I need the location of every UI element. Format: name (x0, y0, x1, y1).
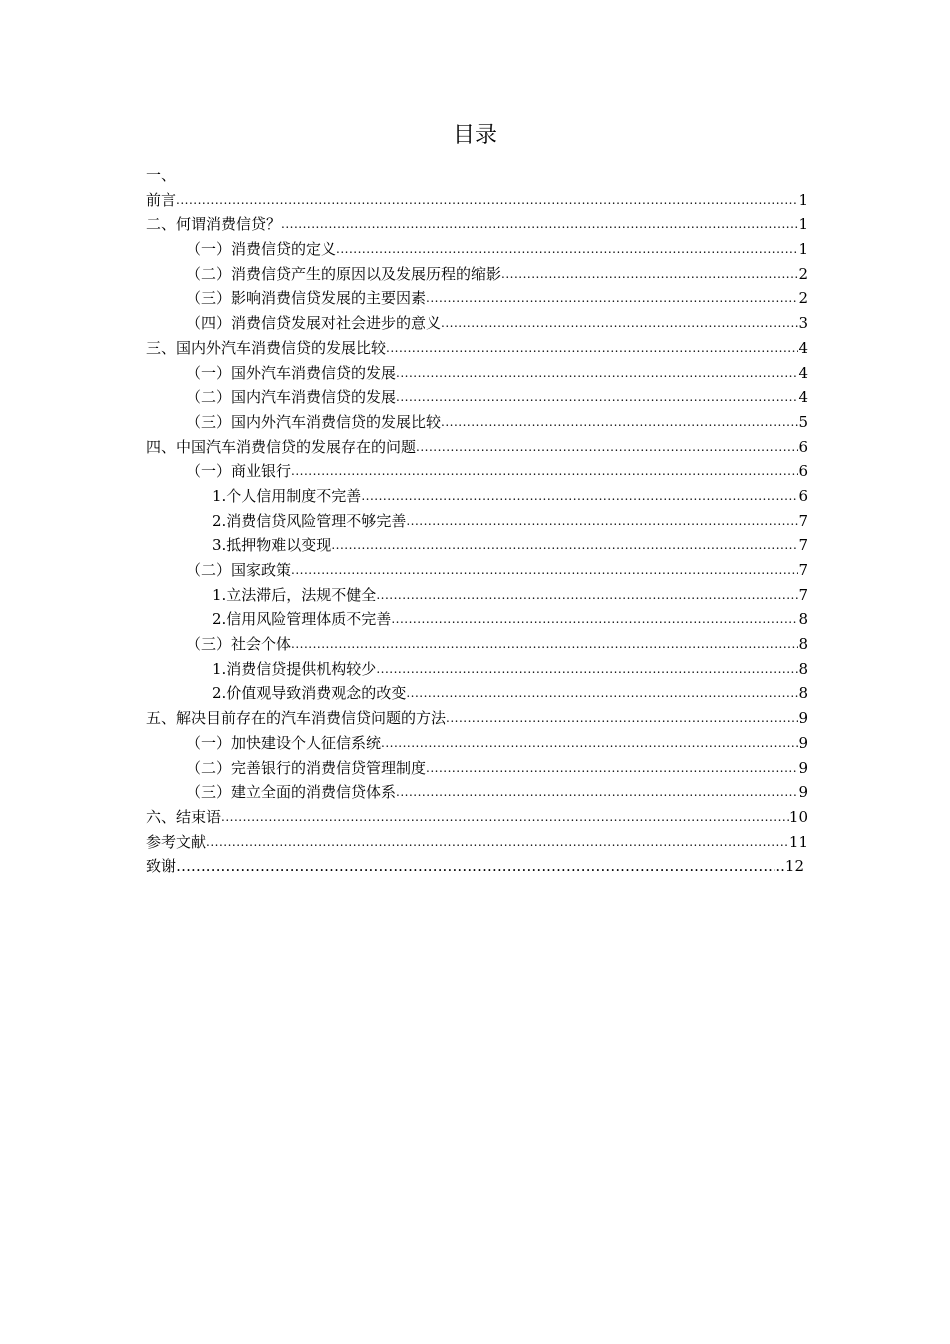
toc-dot-leader (426, 289, 798, 307)
toc-entry-page: 8 (798, 610, 808, 629)
toc-entry[interactable] (146, 212, 808, 237)
toc-dot-leader (391, 610, 798, 628)
toc-entry[interactable] (146, 533, 808, 558)
toc-dot-leader (441, 314, 798, 332)
toc-dot-leader (176, 191, 798, 209)
toc-dot-leader (176, 854, 775, 878)
toc-dot-leader (441, 413, 798, 431)
toc-entry[interactable] (146, 607, 808, 632)
toc-entry[interactable] (146, 385, 808, 410)
toc-dot-leader (381, 734, 798, 752)
toc-entry-page: 1 (798, 190, 808, 209)
toc-entry-label: 2.信用风险管理体质不完善 (212, 610, 392, 629)
toc-dot-leader (221, 808, 789, 826)
toc-dot-leader (396, 364, 798, 382)
toc-entry-label: 前言 (146, 190, 177, 209)
toc-dot-leader (446, 709, 798, 727)
toc-entry-label: 致谢 (146, 857, 177, 876)
toc-entry-page: 5 (798, 412, 808, 431)
toc-entry-page: 4 (798, 363, 808, 382)
toc-entry[interactable] (146, 409, 808, 434)
toc-entry[interactable] (146, 434, 808, 459)
toc-entry-page: 8 (798, 659, 808, 678)
toc-entry[interactable] (146, 829, 808, 854)
toc-entry-label: （三）影响消费信贷发展的主要因素 (186, 289, 427, 308)
toc-entry[interactable] (146, 780, 808, 805)
toc-dot-leader (426, 759, 798, 777)
toc-entry-page: 9 (798, 783, 808, 802)
toc-dot-leader (331, 536, 798, 554)
toc-entry[interactable] (146, 681, 808, 706)
toc-entry[interactable] (146, 557, 808, 582)
toc-entry-label: 二、何谓消费信贷？ (146, 215, 282, 234)
toc-first-prefix: 一、 (146, 166, 177, 184)
toc-dot-leader (206, 833, 789, 851)
toc-entry-page: 6 (798, 437, 808, 456)
toc-dot-leader (396, 783, 798, 801)
toc-entry-label: （二）国内汽车消费信贷的发展 (186, 388, 397, 407)
toc-dot-leader (361, 487, 798, 505)
toc-entry[interactable] (146, 582, 808, 607)
toc-entry-label: 五、解决目前存在的汽车消费信贷问题的方法 (146, 709, 447, 728)
toc-entry-page: ..12 (775, 857, 804, 876)
toc-entry-label: 1.立法滞后，法规不健全 (212, 585, 377, 604)
toc-dot-leader (281, 215, 798, 233)
toc-entry-label: （三）国内外汽车消费信贷的发展比较 (186, 412, 442, 431)
toc-entry[interactable] (146, 804, 808, 829)
toc-entry-page: 3 (798, 314, 808, 333)
toc-entry[interactable] (146, 631, 808, 656)
toc-entry-label: （四）消费信贷发展对社会进步的意义 (186, 314, 442, 333)
toc-entry-page: 1 (798, 240, 808, 259)
toc-dot-leader (291, 635, 798, 653)
toc-entry-label: （一）加快建设个人征信系统 (186, 733, 382, 752)
toc-entry[interactable] (146, 730, 808, 755)
toc-entry-page: 7 (798, 561, 808, 579)
toc-entry[interactable] (146, 508, 808, 533)
toc-entry-page: 8 (798, 684, 808, 703)
toc-entry-page: 2 (798, 264, 808, 283)
toc-entry[interactable] (146, 335, 808, 360)
toc-entry-label: （二）国家政策 (186, 561, 292, 579)
toc-entry[interactable] (146, 656, 808, 681)
toc-entry[interactable] (146, 187, 808, 212)
toc-entry-page: 11 (788, 832, 808, 851)
toc-entry-page: 6 (798, 462, 808, 481)
toc-dot-leader (376, 660, 798, 678)
toc-dot-leader (406, 684, 798, 702)
toc-entry-label: 参考文献 (146, 832, 207, 851)
toc-entry[interactable] (146, 310, 808, 335)
toc-dot-leader (501, 265, 798, 283)
toc-dot-leader (376, 586, 798, 604)
toc-entry-label: 三、国内外汽车消费信贷的发展比较 (146, 338, 387, 357)
toc-entry-label: 四、中国汽车消费信贷的发展存在的问题 (146, 437, 417, 456)
toc-dot-leader (336, 240, 798, 258)
toc-entry-label: 1.消费信贷提供机构较少 (212, 659, 377, 678)
toc-entry-page: 8 (798, 635, 808, 654)
toc-entry-label: （三）建立全面的消费信贷体系 (186, 783, 397, 802)
toc-entry-page: 4 (798, 338, 808, 357)
toc-entry-label: 1.个人信用制度不完善 (212, 486, 362, 505)
toc-dot-leader (291, 462, 798, 480)
toc-entry-label: 3.抵押物难以变现 (212, 536, 332, 555)
toc-entry-label: （二）消费信贷产生的原因以及发展历程的缩影 (186, 264, 502, 283)
toc-entry[interactable] (146, 483, 808, 508)
toc-entry-label: （一）商业银行 (186, 462, 292, 481)
toc-entry-page: 2 (798, 289, 808, 308)
toc-entry-page: 7 (798, 511, 808, 530)
toc-entry-page: 9 (798, 733, 808, 752)
toc-entry[interactable] (146, 286, 808, 311)
toc-dot-leader (416, 438, 798, 456)
toc-entry[interactable] (146, 236, 808, 261)
toc-entry-label: 2.价值观导致消费观念的改变 (212, 684, 407, 703)
toc-entry[interactable] (146, 755, 808, 780)
toc-entry[interactable] (146, 261, 808, 286)
toc-entry[interactable] (146, 854, 804, 879)
toc-dot-leader (386, 339, 798, 357)
toc-dot-leader (291, 561, 798, 579)
toc-entry[interactable] (146, 705, 808, 730)
toc-entry-label: 2.消费信贷风险管理不够完善 (212, 511, 407, 530)
toc-entry-label: 六、结束语 (146, 807, 222, 826)
toc-entry-label: （一）国外汽车消费信贷的发展 (186, 363, 397, 382)
toc-entry-page: 4 (798, 388, 808, 407)
toc-entry[interactable] (146, 459, 808, 484)
toc-entry-page: 7 (798, 585, 808, 604)
table-of-contents (146, 163, 808, 878)
toc-entry-page: 6 (798, 486, 808, 505)
toc-dot-leader (406, 512, 798, 530)
toc-title: 目录 (452, 123, 497, 148)
toc-entry-page: 7 (798, 536, 808, 555)
toc-entry-label: （三）社会个体 (186, 635, 292, 654)
toc-entry[interactable] (146, 360, 808, 385)
toc-entry-page: 9 (798, 758, 808, 777)
toc-entry-page: 1 (798, 215, 808, 234)
toc-entries (146, 187, 808, 878)
toc-entry-page: 9 (798, 709, 808, 728)
toc-dot-leader (396, 388, 798, 406)
toc-entry-page: 10 (788, 807, 808, 826)
toc-entry-label: （一）消费信贷的定义 (186, 240, 337, 259)
toc-entry-label: （二）完善银行的消费信贷管理制度 (186, 758, 427, 777)
